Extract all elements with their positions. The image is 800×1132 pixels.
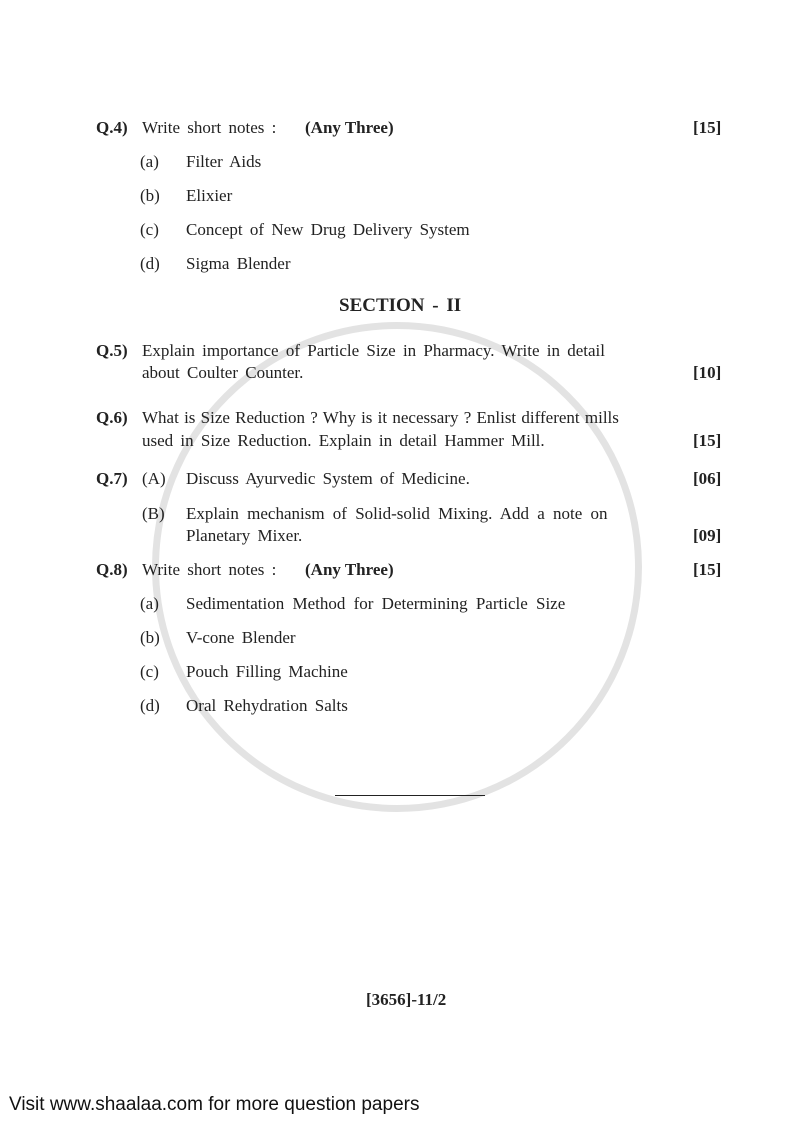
paper-code: [3656]-11/2 (366, 990, 447, 1009)
q4-item-text: Concept of New Drug Delivery System (186, 220, 470, 239)
q7a-marks: [06] (693, 469, 722, 488)
q8-marks: [15] (693, 560, 722, 579)
q8-item-label: (c) (140, 662, 159, 681)
q8-instruction: Write short notes : (142, 560, 277, 579)
q8-item-text: Pouch Filling Machine (186, 662, 348, 681)
footer-link[interactable]: Visit www.shaalaa.com for more question papers (9, 1094, 420, 1115)
q7b-text-line2: Planetary Mixer. (186, 526, 303, 545)
q4-item-text: Filter Aids (186, 152, 262, 171)
q8-item-text: Sedimentation Method for Determining Particle Size (186, 594, 566, 613)
q8-item-label: (a) (140, 594, 159, 613)
q4-item-text: Sigma Blender (186, 254, 291, 273)
q7a-label: (A) (142, 469, 166, 488)
q4-item-label: (a) (140, 152, 159, 171)
q4-item-label: (d) (140, 254, 160, 273)
q4-item-label: (c) (140, 220, 159, 239)
q4-marks: [15] (693, 118, 722, 137)
q5-number: Q.5) (96, 341, 128, 360)
q7b-marks: [09] (693, 526, 722, 545)
q8-item-text: Oral Rehydration Salts (186, 696, 348, 715)
q6-text-line2: used in Size Reduction. Explain in detail Hammer Mill. (142, 431, 545, 450)
q5-marks: [10] (693, 363, 722, 382)
q6-marks: [15] (693, 431, 722, 450)
q5-text-line2: about Coulter Counter. (142, 363, 304, 382)
q4-item-label: (b) (140, 186, 160, 205)
q8-number: Q.8) (96, 560, 128, 579)
q8-item-label: (b) (140, 628, 160, 647)
q4-any-three: (Any Three) (305, 118, 394, 137)
q7a-text: Discuss Ayurvedic System of Medicine. (186, 469, 470, 488)
q7b-text-line1: Explain mechanism of Solid-solid Mixing. Add a note on (186, 504, 608, 523)
q8-item-label: (d) (140, 696, 160, 715)
q7-number: Q.7) (96, 469, 128, 488)
q4-number: Q.4) (96, 118, 128, 137)
section-heading: SECTION - II (339, 295, 462, 316)
q6-text-line1: What is Size Reduction ? Why is it necessary ? Enlist different mills (142, 408, 619, 427)
q8-item-text: V-cone Blender (186, 628, 296, 647)
q6-number: Q.6) (96, 408, 128, 427)
q4-instruction: Write short notes : (142, 118, 277, 137)
q5-text-line1: Explain importance of Particle Size in Pharmacy. Write in detail (142, 341, 605, 360)
q7b-label: (B) (142, 504, 165, 523)
end-rule (335, 795, 485, 796)
q8-any-three: (Any Three) (305, 560, 394, 579)
q4-item-text: Elixier (186, 186, 233, 205)
